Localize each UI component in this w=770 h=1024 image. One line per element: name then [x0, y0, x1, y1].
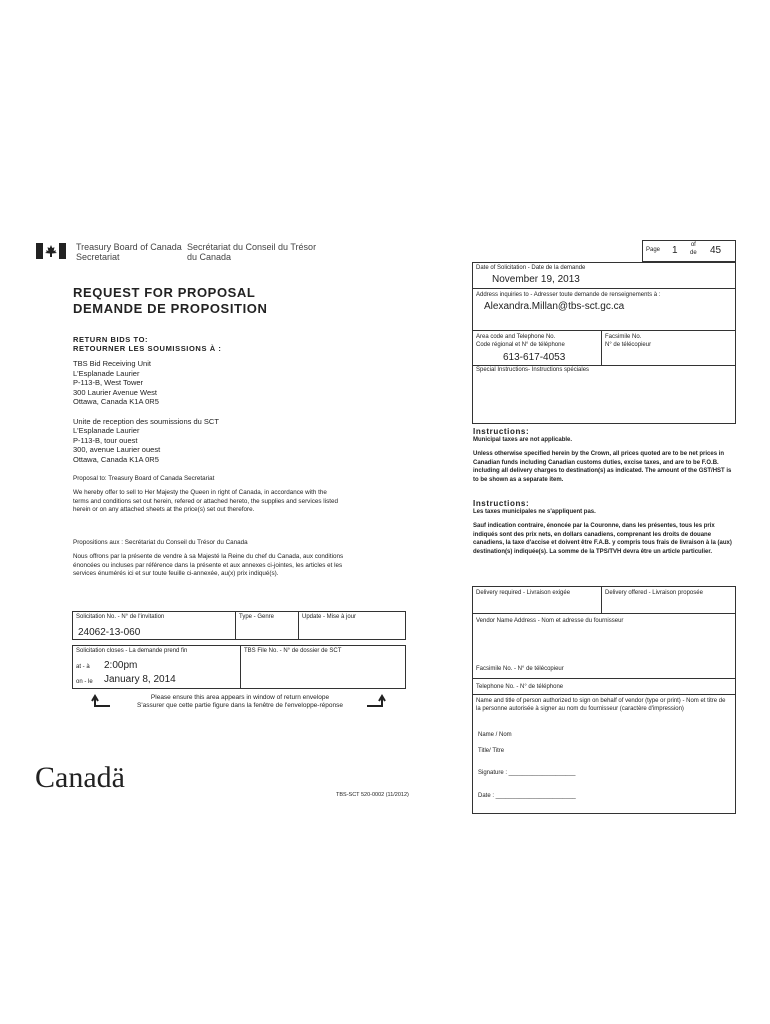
proposal-fr-to: Propositions aux : Secrétariat du Conseil du Trésor du Canada — [73, 539, 248, 546]
department-name-fr — [187, 242, 316, 262]
department-name-fr-line2: du Canada — [187, 252, 232, 262]
return-bids-label-fr: RETOURNER LES SOUMISSIONS À : — [73, 344, 222, 353]
address-inquiries-label: Address inquiries to - Adresser toute demande de renseignements à : — [476, 292, 661, 298]
instructions-en — [473, 427, 735, 484]
on-label: on - le — [76, 679, 93, 685]
instructions-en-body: Unless otherwise specified herein by the Crown, all prices quoted are to be net prices in Canadian funds including Canadian customs duties, excise taxes, and are to be F.O.B. including all delivery charges to destination(s) as indicated. The amount of the GST/HST is to be shown as a separate item. — [473, 451, 732, 483]
window-note-en: Please ensure this area appears in window of return envelope — [150, 694, 330, 701]
page-title-en: REQUEST FOR PROPOSAL — [73, 285, 256, 300]
tbs-file-label: TBS File No. - N° de dossier de SCT — [244, 648, 342, 654]
facsimile-label-fr: N° de télécopieur — [605, 341, 652, 348]
date-of-solicitation-value[interactable]: November 19, 2013 — [492, 274, 580, 285]
vendor-facsimile-label: Facsimile No. - N° de télécopieur — [476, 666, 564, 672]
return-address-en-line: L'Esplanade Laurier — [73, 368, 140, 378]
proposal-en-to: Proposal to: Treasury Board of Canada Secretariat — [73, 475, 215, 482]
delivery-offered-label: Delivery offered - Livraison proposée — [605, 590, 703, 596]
signature-field[interactable]: Signature : ____________________ — [478, 770, 576, 776]
telephone-label — [476, 334, 565, 349]
arrow-up-right-icon — [366, 694, 386, 708]
date-of-solicitation-label: Date of Solicitation - Date de la demande — [476, 265, 586, 271]
proposal-en-section — [73, 475, 341, 514]
return-address-fr-line: Ottawa, Canada K1A 0R5 — [73, 454, 159, 464]
on-value[interactable]: January 8, 2014 — [104, 674, 176, 685]
department-name-en-line2: Secretariat — [76, 252, 120, 262]
delivery-required-label: Delivery required - Livraison exigée — [476, 590, 571, 596]
instructions-en-heading: Instructions: — [473, 427, 530, 436]
telephone-value[interactable]: 613-617-4053 — [503, 352, 566, 363]
page-current: 1 — [672, 245, 678, 256]
special-instructions-label: Special Instructions- Instructions spéciales — [476, 367, 590, 373]
telephone-label-fr: Code régional et N° de téléphone — [476, 341, 565, 348]
solicitation-number-value[interactable]: 24062-13-060 — [78, 627, 141, 638]
instructions-fr-body: Sauf indication contraire, énoncée par la Couronne, dans les présentes, tous les prix indiqués sont des prix nets, en dollars canadiens, comprenant les droits de douane canadiens, la taxe d'accise et doivent être F.A.B. y compris tous frais de livraison à la (aux) destination(s) indiquée(s). La somme de la TPS/TVH devra être un article particulier. — [473, 523, 732, 555]
page-title — [73, 285, 268, 317]
window-note-fr: S'assurer que cette partie figure dans la fenêtre de l'enveloppe-réponse — [137, 702, 343, 709]
return-address-en-line: P-113-B, West Tower — [73, 378, 144, 387]
return-address-en-line: 300 Laurier Avenue West — [73, 387, 157, 397]
instructions-fr-line1: Les taxes municipales ne s'appliquent pas. — [473, 509, 596, 515]
instructions-fr — [473, 499, 735, 556]
return-address-fr-line: L'Esplanade Laurier — [73, 426, 140, 435]
return-address-fr-line: P-113-B, tour ouest — [73, 435, 138, 445]
return-address-en-line: Ottawa, Canada K1A 0R5 — [73, 397, 159, 406]
proposal-en-body: We hereby offer to sell to Her Majesty the Queen in right of Canada, in accordance with the terms and conditions set out herein, refered or attached hereto, the supplies and services listed herein or on any attached sheets at the price(s) set out therefore. — [73, 489, 338, 513]
instructions-fr-heading: Instructions: — [473, 499, 530, 508]
department-name-en-line1: Treasury Board of Canada — [76, 242, 182, 252]
vendor-name-address-label: Vendor Name Address - Nom et adresse du fournisseur — [476, 618, 624, 624]
form-number: TBS-SCT 520-0002 (11/2012) — [336, 792, 409, 798]
instructions-en-line1: Municipal taxes are not applicable. — [473, 437, 573, 443]
proposal-fr-body: Nous offrons par la présente de vendre à sa Majesté la Reine du chef du Canada, aux conditions énoncées ou incluses par référence dans la présente et aux annexes ci-jointes, les articles et les services énumérés ici et sur toute feuille ci-annexée, au(x) prix indiqué(s). — [73, 553, 344, 577]
return-bids-label-en: RETURN BIDS TO: — [73, 335, 149, 344]
proposal-fr-section — [73, 539, 345, 578]
title-field-label[interactable]: Title/ Titre — [478, 748, 505, 754]
window-note — [110, 694, 370, 710]
at-value[interactable]: 2:00pm — [104, 660, 138, 671]
page-of-en: of — [690, 242, 696, 248]
update-label: Update - Mise à jour — [302, 614, 357, 620]
solicitation-number-label: Solicitation No. - N° de l'invitation — [76, 614, 165, 620]
at-label: at - à — [76, 664, 90, 670]
page-total: 45 — [710, 245, 722, 256]
address-inquiries-email[interactable]: Alexandra.Millan@tbs-sct.gc.ca — [484, 301, 625, 312]
arrow-up-left-icon — [91, 694, 111, 708]
return-address-en-line: TBS Bid Receiving Unit — [73, 359, 151, 368]
return-address-en — [73, 359, 333, 407]
return-bids-section — [73, 335, 333, 464]
page-label: Page — [646, 247, 661, 253]
department-name-fr-line1: Secrétariat du Conseil du Trésor — [187, 242, 317, 252]
date-field[interactable]: Date : ________________________ — [478, 793, 576, 799]
vendor-telephone-label: Telephone No. - N° de téléphone — [476, 684, 564, 690]
type-label: Type - Genre — [239, 614, 275, 620]
department-name-en — [76, 242, 182, 262]
return-address-fr-line: Unite de reception des soumissions du SCT — [73, 416, 219, 426]
authorized-person-label: Name and title of person authorized to sign on behalf of vendor (type or print) - Nom et titre de la personne autorisée à signer au nom du fournisseur (caractère d'impression) — [476, 698, 726, 712]
page-of-label — [690, 242, 697, 257]
facsimile-label — [605, 334, 651, 349]
name-field-label[interactable]: Name / Nom — [478, 732, 512, 738]
canada-flag-icon — [36, 243, 66, 259]
facsimile-label-en: Facsimile No. — [605, 334, 642, 340]
telephone-label-en: Area code and Telephone No. — [476, 334, 556, 340]
page-title-fr: DEMANDE DE PROPOSITION — [73, 301, 268, 316]
return-address-fr — [73, 417, 333, 465]
return-address-fr-line: 300, avenue Laurier ouest — [73, 445, 161, 454]
canada-wordmark-logo: Canadä — [35, 761, 125, 794]
closes-label: Solicitation closes - La demande prend fin — [76, 648, 188, 654]
page-of-fr: de — [690, 249, 697, 256]
